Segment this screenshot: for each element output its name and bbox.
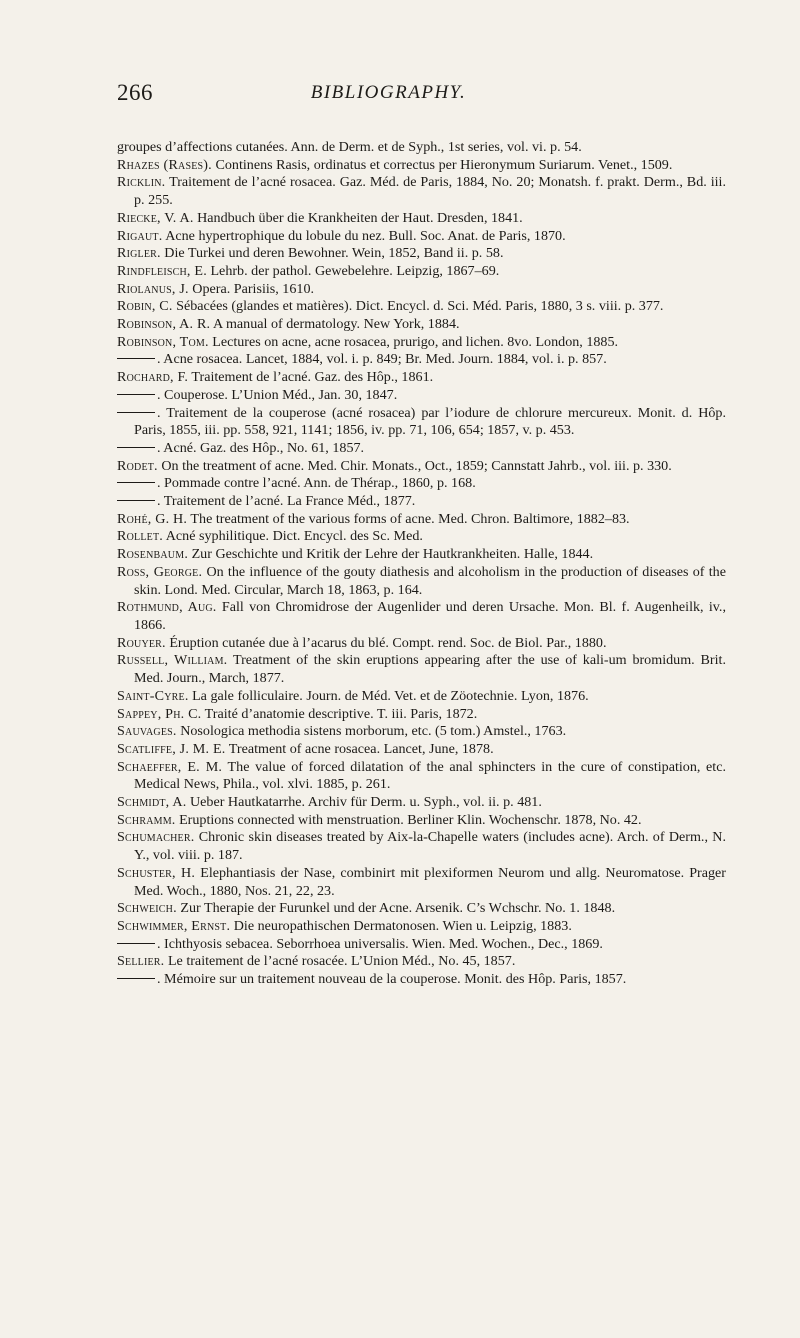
entry-text: A manual of dermatology. New York, 1884.: [213, 316, 460, 333]
bibliography-entry: [117, 174, 726, 209]
bibliography-entry: [117, 546, 726, 564]
entry-text: Treatment of acne rosacea. Lancet, June, 1878.: [228, 740, 494, 757]
entry-text: Elephantiasis der Nase, combinirt mit plexiformen Neurom und allg. Neuromatose. Prager Med. Woch., 1880, Nos. 21, 22, 23.: [134, 864, 726, 899]
bibliography-entry: [117, 688, 726, 706]
entry-text: Acne hypertrophique du lobule du nez. Bull. Soc. Anat. de Paris, 1870.: [165, 227, 566, 244]
ditto-dash: [117, 394, 155, 395]
bibliography-entry: [117, 298, 726, 316]
entry-text: Fall von Chromidrose der Augenlider und deren Ursache. Mon. Bl. f. Augenheilk, iv., 1866.: [134, 599, 726, 633]
bibliography-entry: [117, 440, 726, 458]
bibliography-entry: [117, 405, 726, 440]
entry-text: On the treatment of acne. Med. Chir. Monats., Oct., 1859; Cannstatt Jahrb., vol. iii. p. 330.: [161, 457, 672, 474]
ditto-dash: [117, 978, 155, 979]
bibliography-entry: [117, 511, 726, 529]
entry-author: Schwimmer, Ernst.: [117, 917, 231, 934]
ditto-dash: [117, 482, 155, 483]
entry-author: Robin, C.: [117, 298, 173, 315]
entry-text: The treatment of the various forms of acne. Med. Chron. Baltimore, 1882–83.: [190, 510, 630, 527]
entry-text: . Acne rosacea. Lancet, 1884, vol. i. p. 849; Br. Med. Journ. 1884, vol. i. p. 857.: [157, 351, 607, 368]
entry-author: Rohé, G. H.: [117, 510, 188, 527]
entry-text: Ueber Hautkatarrhe. Archiv für Derm. u. Syph., vol. ii. p. 481.: [189, 794, 542, 811]
entry-text: . Traitement de l’acné. La France Méd., 1877.: [157, 493, 416, 510]
entry-author: Rodet.: [117, 457, 158, 474]
entry-text: groupes d’affections cutanées. Ann. de Derm. et de Syph., 1st series, vol. vi. p. 54.: [117, 139, 582, 155]
ditto-dash: [117, 943, 155, 944]
bibliography-entry: [117, 369, 726, 387]
entry-author: Rollet.: [117, 528, 163, 545]
entry-author: Rothmund, Aug.: [117, 599, 217, 616]
entry-text: Acné syphilitique. Dict. Encycl. des Sc. Med.: [165, 528, 423, 545]
entry-author: Rindfleisch, E.: [117, 262, 207, 279]
entry-text: Traité d’anatomie descriptive. T. iii. Paris, 1872.: [204, 705, 478, 722]
bibliography-entry: [117, 953, 726, 971]
running-head: BIBLIOGRAPHY.: [310, 82, 467, 103]
bibliography-entry: [117, 936, 726, 954]
bibliography-entry: [117, 865, 726, 900]
entry-author: Robinson, A. R.: [117, 316, 211, 333]
bibliography-entry: [117, 281, 726, 299]
bibliography-entry: [117, 334, 726, 352]
bibliography-entry: [117, 759, 726, 794]
bibliography-entry: [117, 918, 726, 936]
ditto-dash: [117, 358, 155, 359]
entry-text: Lehrb. der pathol. Gewebelehre. Leipzig, 1867–69.: [210, 262, 500, 279]
entry-author: Riecke, V. A.: [117, 209, 194, 226]
entry-author: Schumacher.: [117, 829, 195, 846]
entry-author: Sappey, Ph. C.: [117, 705, 202, 722]
entry-author: Ross, George.: [117, 563, 203, 580]
entry-text: On the influence of the gouty diathesis and alcoholism in the production of diseases of the skin. Lond. Med. Circular, March 18, 1863, p. 164.: [134, 563, 726, 598]
bibliography-entry: [117, 351, 726, 369]
bibliography-entry: [117, 900, 726, 918]
entry-text: Traitement de l’acné. Gaz. des Hôp., 1861.: [191, 369, 434, 386]
bibliography-entry: [117, 564, 726, 599]
entry-text: . Traitement de la couperose (acné rosacea) par l’iodure de chlorure mercureux. Monit. d. Hôp. Paris, 1855, iii. pp. 558, 921, 1141; 1856, iv. pp. 71, 106, 654; 1857, v. p. 453.: [134, 404, 726, 439]
entry-author: Schramm.: [117, 811, 176, 828]
entry-author: Ricklin.: [117, 174, 166, 191]
page-number: 266: [117, 80, 153, 105]
entry-text: Continens Rasis, ordinatus et correctus per Hieronymum Suriarum. Venet., 1509.: [215, 156, 673, 173]
entry-text: Handbuch über die Krankheiten der Haut. Dresden, 1841.: [197, 209, 523, 226]
bibliography-entry: [117, 475, 726, 493]
bibliography-entry: [117, 706, 726, 724]
bibliography-entry: [117, 458, 726, 476]
entry-author: Sauvages.: [117, 723, 177, 740]
entry-author: Rouyer.: [117, 634, 166, 651]
entry-author: Schmidt, A.: [117, 794, 187, 811]
bibliography-entry: [117, 635, 726, 653]
entry-text: . Couperose. L’Union Méd., Jan. 30, 1847.: [157, 386, 398, 403]
bibliography-entry: [117, 316, 726, 334]
entry-text: Éruption cutanée due à l’acarus du blé. Compt. rend. Soc. de Biol. Par., 1880.: [169, 634, 607, 651]
entry-author: Rigaut.: [117, 227, 163, 244]
bibliography-entry: [117, 228, 726, 246]
ditto-dash: [117, 500, 155, 501]
bibliography-entry: [117, 741, 726, 759]
page-header: [117, 80, 720, 104]
entry-text: . Mémoire sur un traitement nouveau de la couperose. Monit. des Hôp. Paris, 1857.: [157, 971, 627, 988]
bibliography-entry: [117, 599, 726, 634]
ditto-dash: [117, 412, 155, 413]
bibliography-entry: [117, 157, 726, 175]
entry-text: Eruptions connected with menstruation. Berliner Klin. Wochenschr. 1878, No. 42.: [179, 811, 642, 828]
entry-author: Schaeffer, E. M.: [117, 758, 223, 775]
entry-text: Zur Geschichte und Kritik der Lehre der Hautkrankheiten. Halle, 1844.: [191, 546, 594, 563]
bibliography-entry: [117, 528, 726, 546]
entry-author: Rosenbaum.: [117, 546, 189, 563]
bibliography-entry: [117, 794, 726, 812]
entry-text: . Acné. Gaz. des Hôp., No. 61, 1857.: [157, 439, 365, 456]
entry-author: Russell, William.: [117, 652, 228, 669]
entry-text: Treatment of the skin eruptions appearing after the use of kali-um bromidum. Brit. Med. Journ., March, 1877.: [134, 652, 726, 687]
entry-text: Die neuropathischen Dermatonosen. Wien u. Leipzig, 1883.: [233, 917, 572, 934]
bibliography-entry: [117, 139, 726, 157]
entry-text: Lectures on acne, acne rosacea, prurigo, and lichen. 8vo. London, 1885.: [212, 333, 619, 350]
entry-text: . Ichthyosis sebacea. Seborrhoea universalis. Wien. Med. Wochen., Dec., 1869.: [157, 935, 603, 952]
bibliography-entry: [117, 387, 726, 405]
entry-text: Nosologica methodia sistens morborum, etc. (5 tom.) Amstel., 1763.: [180, 723, 567, 740]
entry-author: Scatliffe, J. M. E.: [117, 740, 226, 757]
bibliography-entry: [117, 210, 726, 228]
entry-text: Chronic skin diseases treated by Aix-la-Chapelle waters (includes acne). Arch. of Derm., N. Y., vol. viii. p. 187.: [134, 829, 726, 864]
entry-author: Schweich.: [117, 900, 177, 917]
entry-author: Rigler.: [117, 245, 161, 262]
entry-text: Traitement de l’acné rosacea. Gaz. Méd. de Paris, 1884, No. 20; Monatsh. f. prakt. Derm., Bd. iii. p. 255.: [134, 174, 726, 209]
bibliography-entry: [117, 245, 726, 263]
entry-author: Robinson, Tom.: [117, 333, 209, 350]
bibliography-entry: [117, 493, 726, 511]
entry-author: Riolanus, J.: [117, 280, 189, 297]
entry-author: Rochard, F.: [117, 369, 189, 386]
entry-author: Saint-Cyre.: [117, 687, 189, 704]
bibliography-entry: [117, 829, 726, 864]
bibliography-entry: [117, 723, 726, 741]
entry-text: The value of forced dilatation of the anal sphincters in the cure of constipation, etc. Medical News, Phila., vol. xlvi. 1885, p. 261.: [134, 758, 726, 793]
ditto-dash: [117, 447, 155, 448]
entry-text: . Pommade contre l’acné. Ann. de Thérap., 1860, p. 168.: [157, 475, 476, 492]
entry-text: Zur Therapie der Furunkel und der Acne. Arsenik. C’s Wchschr. No. 1. 1848.: [180, 900, 616, 917]
entry-author: Schuster, H.: [117, 864, 196, 881]
entry-text: Opera. Parisiis, 1610.: [192, 280, 315, 297]
entry-text: Le traitement de l’acné rosacée. L’Union Méd., No. 45, 1857.: [167, 953, 516, 970]
entry-text: Sébacées (glandes et matières). Dict. Encycl. d. Sci. Méd. Paris, 1880, 3 s. viii. p. 377.: [176, 298, 664, 315]
bibliography-entry: [117, 652, 726, 687]
entry-author: Sellier.: [117, 953, 165, 970]
entry-author: Rhazes (Rases).: [117, 156, 212, 173]
entry-text: Die Turkei und deren Bewohner. Wein, 1852, Band ii. p. 58.: [164, 245, 504, 262]
bibliography-entry: [117, 971, 726, 989]
bibliography-entry: [117, 812, 726, 830]
entry-text: La gale folliculaire. Journ. de Méd. Vet. et de Zöotechnie. Lyon, 1876.: [192, 687, 589, 704]
bibliography-entry: [117, 263, 726, 281]
bibliography-list: [117, 139, 726, 989]
